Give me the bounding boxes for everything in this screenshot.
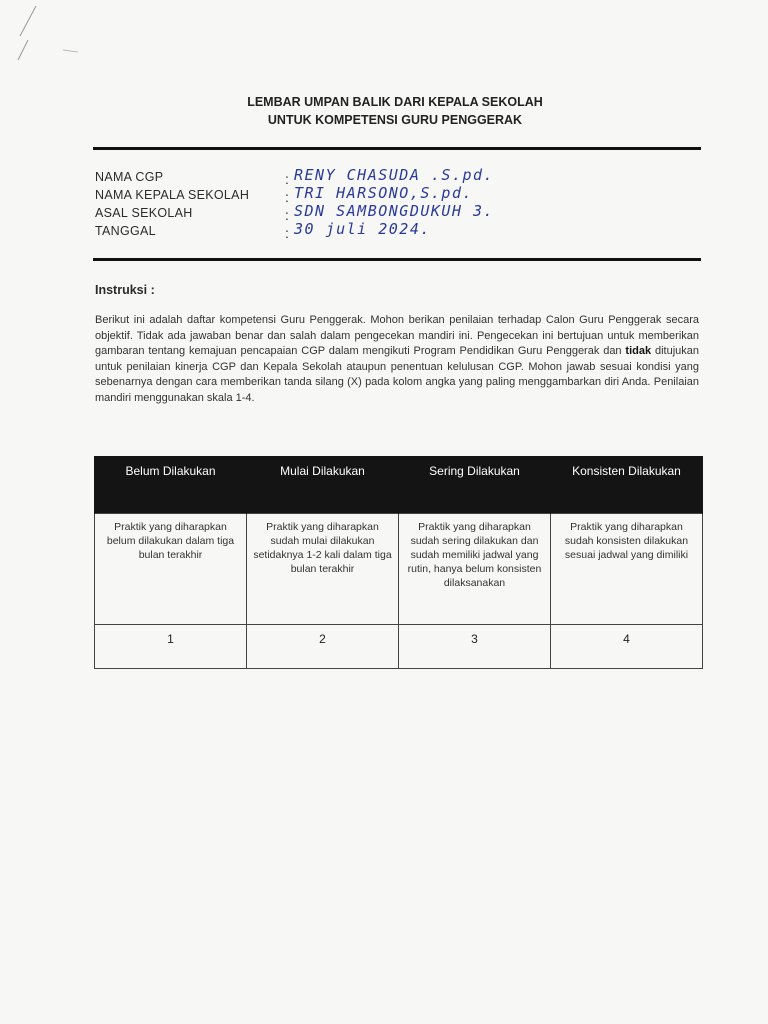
- pen-stroke-mark: [8, 0, 78, 70]
- identity-section: [95, 166, 695, 242]
- header-belum-dilakukan: Belum Dilakukan: [95, 456, 247, 514]
- colon: :: [285, 207, 290, 223]
- instructions-paragraph: [95, 313, 699, 407]
- identity-label: TANGGAL: [95, 224, 156, 238]
- header-sering-dilakukan: Sering Dilakukan: [399, 456, 551, 514]
- identity-label: NAMA KEPALA SEKOLAH: [95, 188, 250, 202]
- instructions-text-before: Berikut ini adalah daftar kompetensi Guru Penggerak. Mohon berikan penilaian terhadap Calon Guru Penggerak secara objektif. Tidak ada jawaban benar dan salah dalam pengecekan mandiri ini. Pengecekan ini bertujuan untuk memberikan gambaran tentang kemajuan pencapaian CGP dalam mengikuti Program Pendidikan Guru Penggerak dan: [95, 314, 699, 358]
- divider-top: [93, 147, 701, 150]
- table-description-row: [95, 514, 703, 625]
- identity-row-tanggal: [95, 220, 695, 242]
- scale-number-cell: 2: [247, 625, 399, 669]
- identity-label: NAMA CGP: [95, 170, 164, 184]
- handwritten-value: SDN SAMBONGDUKUH 3.: [294, 202, 495, 220]
- identity-label: ASAL SEKOLAH: [95, 206, 193, 220]
- title-line-2: UNTUK KOMPETENSI GURU PENGGERAK: [267, 113, 523, 127]
- header-konsisten-dilakukan: Konsisten Dilakukan: [551, 456, 703, 514]
- table-number-row: [95, 625, 703, 669]
- instructions-bold-word: tidak: [625, 345, 652, 358]
- description-cell: Praktik yang diharapkan sudah sering dilakukan dan sudah memiliki jadwal yang rutin, hanya belum konsisten dilaksanakan: [399, 514, 551, 625]
- divider-bottom: [93, 258, 701, 261]
- table-header-row: [95, 456, 703, 514]
- handwritten-value: 30 juli 2024.: [294, 220, 431, 238]
- colon: :: [285, 189, 290, 205]
- document-title: [0, 93, 768, 129]
- description-cell: Praktik yang diharapkan sudah konsisten dilakukan sesuai jadwal yang dimiliki: [551, 514, 703, 625]
- handwritten-value: TRI HARSONO,S.pd.: [294, 184, 474, 202]
- title-line-1: LEMBAR UMPAN BALIK DARI KEPALA SEKOLAH: [247, 95, 543, 109]
- description-cell: Praktik yang diharapkan sudah mulai dilakukan setidaknya 1-2 kali dalam tiga bulan terakhir: [247, 514, 399, 625]
- colon: :: [285, 171, 290, 187]
- colon: :: [285, 225, 290, 241]
- instructions-text-after: ditujukan untuk penilaian kinerja CGP dan Kepala Sekolah ataupun penentuan kelulusan CGP. Mohon jawab sesuai kondisi yang sebenarnya dengan cara memberikan tanda silang (X) pada kolom angka yang paling menggambarkan diri Anda. Penilaian mandiri menggunakan skala 1-4.: [95, 345, 699, 404]
- instructions-heading: Instruksi :: [95, 283, 155, 297]
- scale-number-cell: 4: [551, 625, 703, 669]
- header-mulai-dilakukan: Mulai Dilakukan: [247, 456, 399, 514]
- description-cell: Praktik yang diharapkan belum dilakukan dalam tiga bulan terakhir: [95, 514, 247, 625]
- handwritten-value: RENY CHASUDA .S.pd.: [294, 166, 495, 184]
- rating-scale-table: [94, 456, 703, 669]
- scale-number-cell: 1: [95, 625, 247, 669]
- scale-number-cell: 3: [399, 625, 551, 669]
